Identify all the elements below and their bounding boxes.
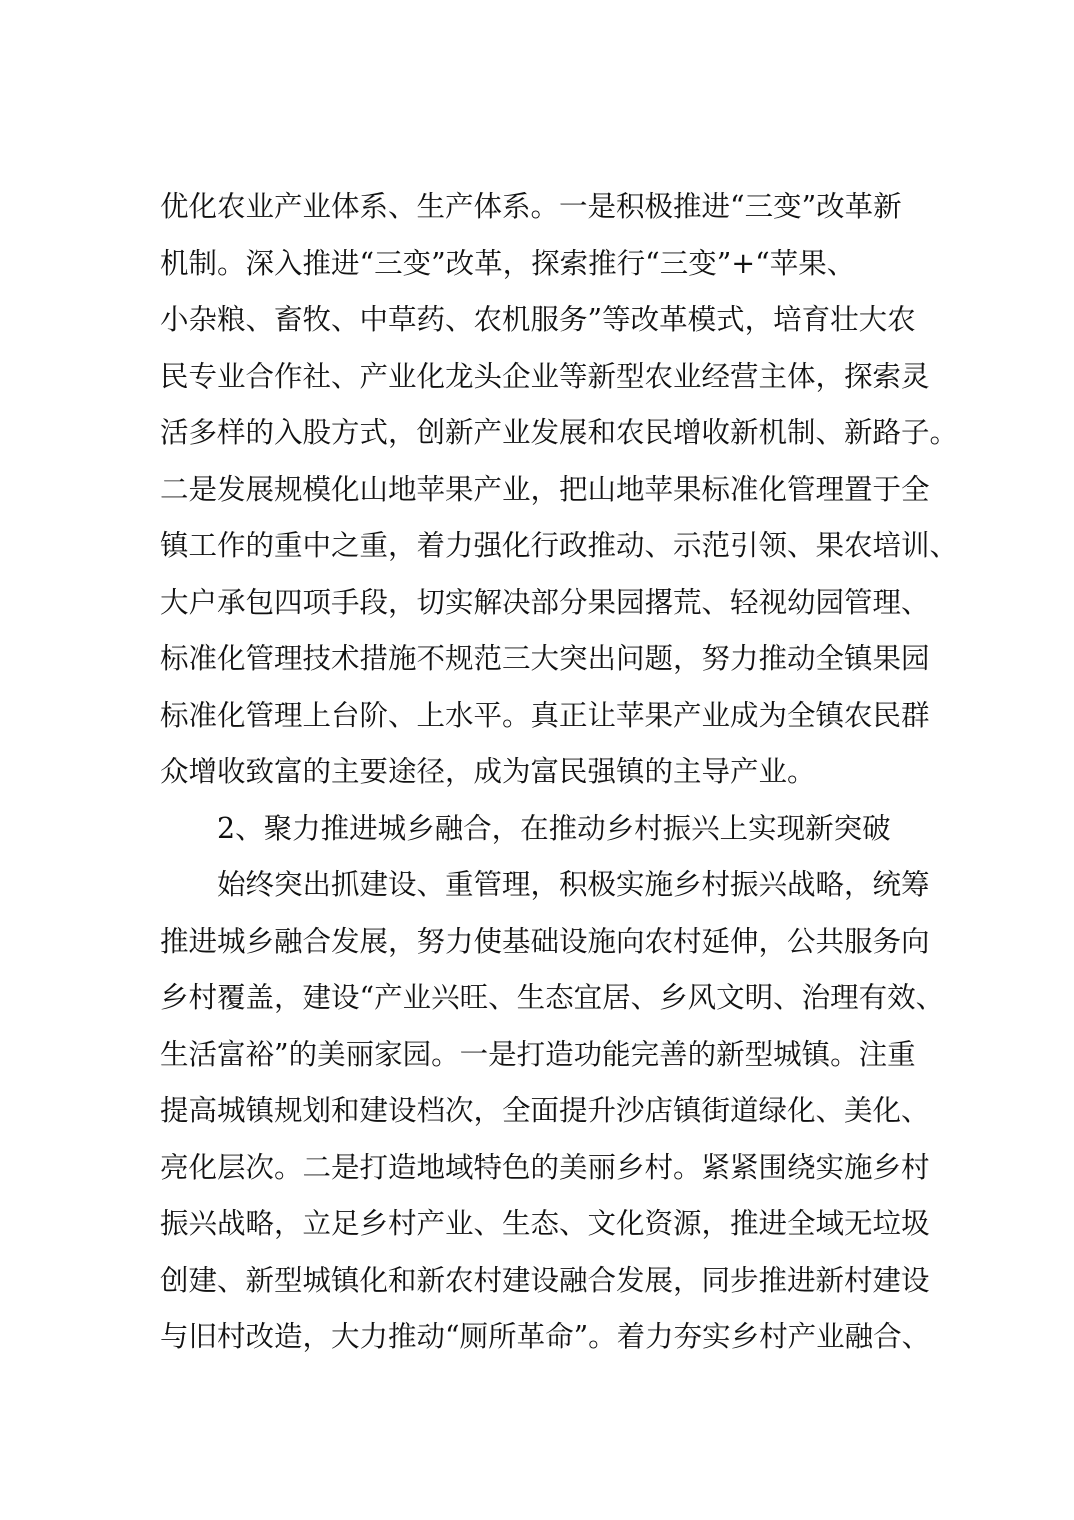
text-line: 生活富裕”的美丽家园。一是打造功能完善的新型城镇。注重 bbox=[160, 1037, 916, 1071]
text-line: 与旧村改造，大力推动“厕所革命”。着力夯实乡村产业融合、 bbox=[160, 1320, 931, 1353]
text-line: 活多样的入股方式，创新产业发展和农民增收新机制、新路子。 bbox=[160, 416, 959, 449]
text-line: 振兴战略，立足乡村产业、生态、文化资源，推进全域无垃圾 bbox=[160, 1207, 930, 1240]
section-heading: 2、聚力推进城乡融合，在推动乡村振兴上实现新突破 bbox=[217, 811, 891, 845]
text-line: 二是发展规模化山地苹果产业，把山地苹果标准化管理置于全 bbox=[160, 472, 930, 506]
text-line: 众增收致富的主要途径，成为富民强镇的主导产业。 bbox=[160, 755, 816, 788]
text-line: 亮化层次。二是打造地域特色的美丽乡村。紧紧围绕实施乡村 bbox=[160, 1150, 930, 1184]
text-line: 推进城乡融合发展，努力使基础设施向农村延伸，公共服务向 bbox=[160, 924, 930, 958]
text-line: 创建、新型城镇化和新农村建设融合发展，同步推进新村建设 bbox=[160, 1263, 930, 1297]
text-line: 始终突出抓建设、重管理，积极实施乡村振兴战略，统筹 bbox=[217, 868, 930, 901]
text-line: 标准化管理上台阶、上水平。真正让苹果产业成为全镇农民群 bbox=[160, 698, 930, 732]
text-line: 镇工作的重中之重，着力强化行政推动、示范引领、果农培训、 bbox=[160, 529, 959, 562]
text-line: 标准化管理技术措施不规范三大突出问题，努力推动全镇果园 bbox=[160, 642, 930, 675]
text-line: 乡村覆盖，建设“产业兴旺、生态宜居、乡风文明、治理有效、 bbox=[160, 981, 945, 1014]
text-line: 优化农业产业体系、生产体系。一是积极推进“三变”改革新 bbox=[160, 190, 902, 223]
text-line: 机制。深入推进“三变”改革，探索推行“三变”+“苹果、 bbox=[160, 246, 856, 280]
text-line: 小杂粮、畜牧、中草药、农机服务”等改革模式，培育壮大农 bbox=[160, 303, 916, 336]
text-line: 民专业合作社、产业化龙头企业等新型农业经营主体，探索灵 bbox=[160, 359, 930, 393]
text-line: 提高城镇规划和建设档次，全面提升沙店镇街道绿化、美化、 bbox=[160, 1094, 930, 1127]
body-text bbox=[160, 179, 959, 1366]
text-line: 大户承包四项手段，切实解决部分果园撂荒、轻视幼园管理、 bbox=[160, 585, 930, 619]
